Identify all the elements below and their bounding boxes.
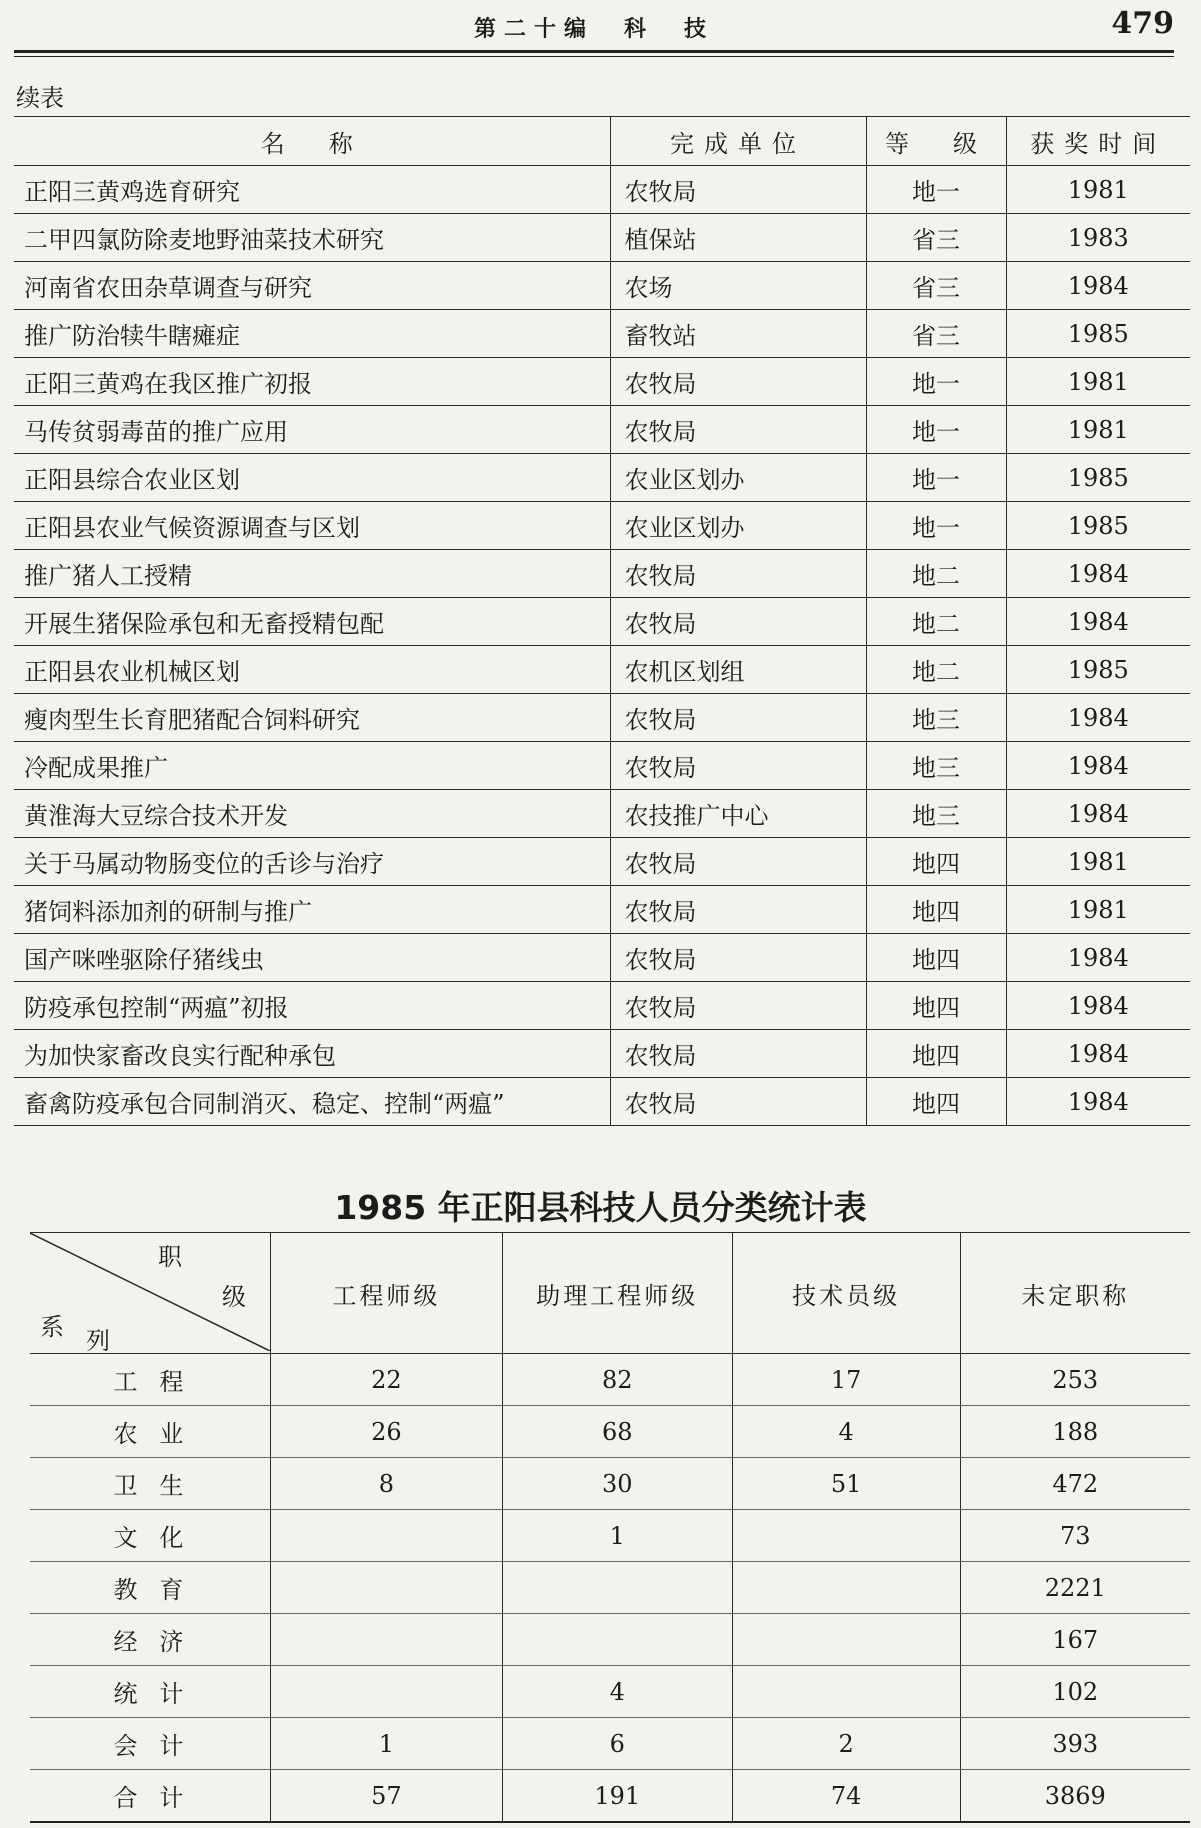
award-grade: 地四 bbox=[866, 1078, 1006, 1126]
award-year: 1981 bbox=[1006, 886, 1190, 934]
award-year: 1984 bbox=[1006, 1030, 1190, 1078]
award-grade: 地一 bbox=[866, 166, 1006, 214]
award-grade: 地二 bbox=[866, 550, 1006, 598]
award-grade: 地三 bbox=[866, 742, 1006, 790]
table-row bbox=[30, 1770, 1190, 1823]
award-year: 1981 bbox=[1006, 358, 1190, 406]
awards-table bbox=[14, 116, 1190, 1126]
table-row bbox=[14, 550, 1190, 598]
page-number: 479 bbox=[1111, 6, 1174, 41]
corner-label-bottom-right: 列 bbox=[86, 1327, 113, 1355]
stats-header-row bbox=[30, 1233, 1190, 1354]
col-header-engineer: 工程师级 bbox=[270, 1233, 502, 1354]
assistant-engineer-count: 82 bbox=[502, 1354, 732, 1406]
award-grade: 地一 bbox=[866, 502, 1006, 550]
award-unit: 农牧局 bbox=[610, 742, 866, 790]
technician-count: 51 bbox=[732, 1458, 960, 1510]
series-label: 经济 bbox=[30, 1614, 270, 1666]
award-name: 瘦肉型生长育肥猪配合饲料研究 bbox=[14, 694, 610, 742]
award-grade: 地四 bbox=[866, 838, 1006, 886]
untitled-count: 393 bbox=[960, 1718, 1190, 1770]
award-name: 为加快家畜改良实行配种承包 bbox=[14, 1030, 610, 1078]
award-name: 马传贫弱毒苗的推广应用 bbox=[14, 406, 610, 454]
engineer-count bbox=[270, 1510, 502, 1562]
award-unit: 农机区划组 bbox=[610, 646, 866, 694]
award-unit: 农牧局 bbox=[610, 166, 866, 214]
untitled-count: 73 bbox=[960, 1510, 1190, 1562]
table-row bbox=[14, 358, 1190, 406]
award-unit: 农牧局 bbox=[610, 886, 866, 934]
award-name: 开展生猪保险承包和无畜授精包配 bbox=[14, 598, 610, 646]
award-year: 1985 bbox=[1006, 454, 1190, 502]
corner-label-bottom-left: 系 bbox=[40, 1313, 67, 1341]
award-year: 1981 bbox=[1006, 838, 1190, 886]
table-row bbox=[14, 694, 1190, 742]
award-name: 正阳县农业机械区划 bbox=[14, 646, 610, 694]
corner-label-mid: 级 bbox=[222, 1283, 249, 1311]
untitled-count: 2221 bbox=[960, 1562, 1190, 1614]
award-year: 1984 bbox=[1006, 598, 1190, 646]
table-row bbox=[14, 502, 1190, 550]
technician-count: 2 bbox=[732, 1718, 960, 1770]
award-name: 正阳县综合农业区划 bbox=[14, 454, 610, 502]
col-header-untitled: 未定职称 bbox=[960, 1233, 1190, 1354]
assistant-engineer-count bbox=[502, 1614, 732, 1666]
engineer-count bbox=[270, 1614, 502, 1666]
award-name: 二甲四氯防除麦地野油菜技术研究 bbox=[14, 214, 610, 262]
table-row bbox=[14, 454, 1190, 502]
assistant-engineer-count: 68 bbox=[502, 1406, 732, 1458]
diagonal-header-cell bbox=[30, 1233, 270, 1354]
series-label: 教育 bbox=[30, 1562, 270, 1614]
award-grade: 地一 bbox=[866, 358, 1006, 406]
award-grade: 地四 bbox=[866, 934, 1006, 982]
col-header-assistant-engineer: 助理工程师级 bbox=[502, 1233, 732, 1354]
engineer-count: 22 bbox=[270, 1354, 502, 1406]
award-year: 1984 bbox=[1006, 790, 1190, 838]
award-unit: 农牧局 bbox=[610, 982, 866, 1030]
award-grade: 地二 bbox=[866, 646, 1006, 694]
series-label: 合计 bbox=[30, 1770, 270, 1823]
award-year: 1985 bbox=[1006, 646, 1190, 694]
technician-count bbox=[732, 1614, 960, 1666]
award-unit: 农牧局 bbox=[610, 934, 866, 982]
header-rule-thin bbox=[14, 56, 1174, 57]
table-row bbox=[14, 790, 1190, 838]
untitled-count: 3869 bbox=[960, 1770, 1190, 1823]
table-row bbox=[14, 886, 1190, 934]
table-row bbox=[14, 262, 1190, 310]
engineer-count: 1 bbox=[270, 1718, 502, 1770]
award-grade: 省三 bbox=[866, 262, 1006, 310]
award-grade: 地二 bbox=[866, 598, 1006, 646]
award-unit: 农牧局 bbox=[610, 1078, 866, 1126]
award-unit: 农牧局 bbox=[610, 598, 866, 646]
award-name: 河南省农田杂草调查与研究 bbox=[14, 262, 610, 310]
table-row bbox=[14, 742, 1190, 790]
table-row bbox=[30, 1406, 1190, 1458]
award-name: 推广猪人工授精 bbox=[14, 550, 610, 598]
award-unit: 农牧局 bbox=[610, 1030, 866, 1078]
award-year: 1984 bbox=[1006, 262, 1190, 310]
chapter-title: 第二十编 科 技 bbox=[473, 16, 714, 42]
page-header bbox=[14, 0, 1174, 50]
header-rule bbox=[14, 50, 1174, 53]
award-grade: 地三 bbox=[866, 694, 1006, 742]
award-name: 防疫承包控制“两瘟”初报 bbox=[14, 982, 610, 1030]
award-year: 1984 bbox=[1006, 982, 1190, 1030]
award-year: 1984 bbox=[1006, 934, 1190, 982]
technician-count bbox=[732, 1666, 960, 1718]
award-unit: 农牧局 bbox=[610, 838, 866, 886]
table-row bbox=[14, 598, 1190, 646]
series-label: 会计 bbox=[30, 1718, 270, 1770]
untitled-count: 188 bbox=[960, 1406, 1190, 1458]
series-label: 文化 bbox=[30, 1510, 270, 1562]
award-year: 1985 bbox=[1006, 502, 1190, 550]
award-unit: 农牧局 bbox=[610, 694, 866, 742]
award-name: 畜禽防疫承包合同制消灭、稳定、控制“两瘟” bbox=[14, 1078, 610, 1126]
table-row bbox=[30, 1354, 1190, 1406]
award-unit: 农场 bbox=[610, 262, 866, 310]
award-grade: 地一 bbox=[866, 454, 1006, 502]
award-year: 1984 bbox=[1006, 694, 1190, 742]
col-header-name: 名 称 bbox=[14, 117, 610, 166]
assistant-engineer-count: 4 bbox=[502, 1666, 732, 1718]
award-name: 正阳三黄鸡选育研究 bbox=[14, 166, 610, 214]
awards-header-row bbox=[14, 117, 1190, 166]
table-row bbox=[14, 406, 1190, 454]
table-row bbox=[30, 1666, 1190, 1718]
award-grade: 地一 bbox=[866, 406, 1006, 454]
award-name: 猪饲料添加剂的研制与推广 bbox=[14, 886, 610, 934]
assistant-engineer-count bbox=[502, 1562, 732, 1614]
award-name: 黄淮海大豆综合技术开发 bbox=[14, 790, 610, 838]
table-row bbox=[30, 1458, 1190, 1510]
series-label: 卫生 bbox=[30, 1458, 270, 1510]
untitled-count: 253 bbox=[960, 1354, 1190, 1406]
award-unit: 农技推广中心 bbox=[610, 790, 866, 838]
table-row bbox=[30, 1718, 1190, 1770]
engineer-count: 57 bbox=[270, 1770, 502, 1823]
assistant-engineer-count: 191 bbox=[502, 1770, 732, 1823]
award-grade: 地三 bbox=[866, 790, 1006, 838]
award-name: 正阳三黄鸡在我区推广初报 bbox=[14, 358, 610, 406]
award-grade: 省三 bbox=[866, 214, 1006, 262]
col-header-technician: 技术员级 bbox=[732, 1233, 960, 1354]
award-unit: 农牧局 bbox=[610, 550, 866, 598]
award-year: 1984 bbox=[1006, 1078, 1190, 1126]
stats-table-title: 1985 年正阳县科技人员分类统计表 bbox=[334, 1188, 867, 1227]
engineer-count: 8 bbox=[270, 1458, 502, 1510]
corner-label-top: 职 bbox=[158, 1243, 185, 1271]
award-unit: 畜牧站 bbox=[610, 310, 866, 358]
technician-count bbox=[732, 1510, 960, 1562]
table-row bbox=[14, 646, 1190, 694]
award-name: 正阳县农业气候资源调查与区划 bbox=[14, 502, 610, 550]
col-header-unit: 完成单位 bbox=[610, 117, 866, 166]
table-row bbox=[30, 1562, 1190, 1614]
table-row bbox=[14, 166, 1190, 214]
technician-count: 4 bbox=[732, 1406, 960, 1458]
award-name: 冷配成果推广 bbox=[14, 742, 610, 790]
table-row bbox=[14, 838, 1190, 886]
stats-table bbox=[30, 1232, 1190, 1823]
award-unit: 农业区划办 bbox=[610, 454, 866, 502]
table-row bbox=[30, 1614, 1190, 1666]
col-header-year: 获奖时间 bbox=[1006, 117, 1190, 166]
award-year: 1984 bbox=[1006, 550, 1190, 598]
table-row bbox=[14, 1078, 1190, 1126]
engineer-count bbox=[270, 1562, 502, 1614]
table-row bbox=[14, 1030, 1190, 1078]
technician-count: 17 bbox=[732, 1354, 960, 1406]
award-name: 国产咪唑驱除仔猪线虫 bbox=[14, 934, 610, 982]
continued-label: 续表 bbox=[16, 84, 64, 112]
table-row bbox=[14, 982, 1190, 1030]
award-grade: 地四 bbox=[866, 982, 1006, 1030]
assistant-engineer-count: 1 bbox=[502, 1510, 732, 1562]
award-year: 1984 bbox=[1006, 742, 1190, 790]
untitled-count: 167 bbox=[960, 1614, 1190, 1666]
award-unit: 农牧局 bbox=[610, 358, 866, 406]
series-label: 统计 bbox=[30, 1666, 270, 1718]
award-unit: 农业区划办 bbox=[610, 502, 866, 550]
award-year: 1981 bbox=[1006, 166, 1190, 214]
engineer-count bbox=[270, 1666, 502, 1718]
award-grade: 省三 bbox=[866, 310, 1006, 358]
table-row bbox=[14, 934, 1190, 982]
untitled-count: 472 bbox=[960, 1458, 1190, 1510]
assistant-engineer-count: 30 bbox=[502, 1458, 732, 1510]
untitled-count: 102 bbox=[960, 1666, 1190, 1718]
series-label: 农业 bbox=[30, 1406, 270, 1458]
award-name: 推广防治犊牛瞎瘫症 bbox=[14, 310, 610, 358]
award-grade: 地四 bbox=[866, 886, 1006, 934]
award-unit: 植保站 bbox=[610, 214, 866, 262]
award-year: 1985 bbox=[1006, 310, 1190, 358]
table-row bbox=[14, 214, 1190, 262]
award-name: 关于马属动物肠变位的舌诊与治疗 bbox=[14, 838, 610, 886]
award-unit: 农牧局 bbox=[610, 406, 866, 454]
award-year: 1981 bbox=[1006, 406, 1190, 454]
engineer-count: 26 bbox=[270, 1406, 502, 1458]
assistant-engineer-count: 6 bbox=[502, 1718, 732, 1770]
technician-count: 74 bbox=[732, 1770, 960, 1823]
technician-count bbox=[732, 1562, 960, 1614]
series-label: 工程 bbox=[30, 1354, 270, 1406]
award-grade: 地四 bbox=[866, 1030, 1006, 1078]
table-row bbox=[14, 310, 1190, 358]
table-row bbox=[30, 1510, 1190, 1562]
col-header-grade: 等 级 bbox=[866, 117, 1006, 166]
award-year: 1983 bbox=[1006, 214, 1190, 262]
